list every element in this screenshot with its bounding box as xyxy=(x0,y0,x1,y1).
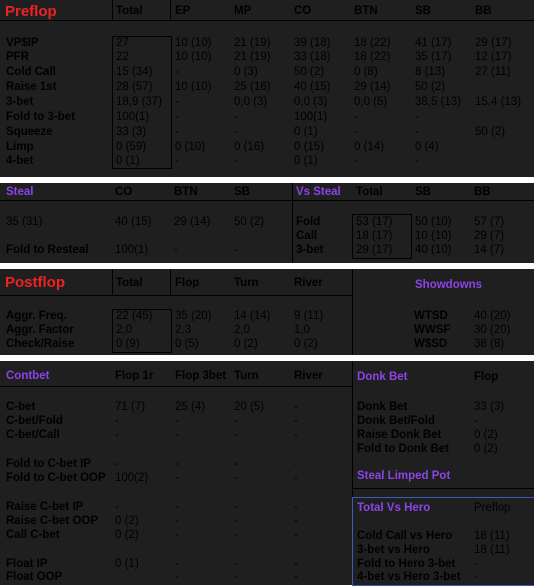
preflop-cell: 0,0 (3) xyxy=(234,96,268,108)
preflop-row-label: Squeeze xyxy=(6,126,53,138)
vs-steal-cell: 10 (10) xyxy=(415,230,452,242)
contbet-cell: - xyxy=(175,501,179,513)
preflop-title: Preflop xyxy=(5,3,57,20)
donk-row-label: Donk Bet/Fold xyxy=(357,415,435,427)
preflop-cell: 33 (18) xyxy=(294,51,331,63)
vs-steal-cell: 50 (10) xyxy=(415,216,452,228)
postflop-row-label: Aggr. Factor xyxy=(6,324,74,336)
showdowns-row-label: WTSD xyxy=(414,310,448,322)
contbet-cell: - xyxy=(234,429,238,441)
preflop-header-btn: BTN xyxy=(354,5,378,17)
vs-hero-row-label: 4-bet vs Hero 3-bet xyxy=(357,571,461,583)
preflop-cell: 29 (14) xyxy=(354,81,391,93)
contbet-cell: - xyxy=(175,458,179,470)
preflop-cell: 0,0 (5) xyxy=(354,96,388,108)
preflop-cell: 27 (11) xyxy=(475,66,511,78)
preflop-cell: - xyxy=(415,155,419,167)
vs-steal-cell: 29 (7) xyxy=(474,230,505,242)
contbet-cell: - xyxy=(294,472,298,484)
preflop-cell: 0 (1) xyxy=(116,155,140,167)
postflop-row-label: Aggr. Freq. xyxy=(6,310,67,322)
preflop-cell: - xyxy=(234,111,238,123)
preflop-cell: 100(1) xyxy=(116,111,150,123)
postflop-cell: 2,3 xyxy=(175,324,191,336)
donk-row-label: Donk Bet xyxy=(357,401,408,413)
vs-steal-row-label: 3-bet xyxy=(296,244,324,256)
preflop-row-label: 4-bet xyxy=(6,155,34,167)
contbet-cell: - xyxy=(175,571,179,583)
preflop-cell: 0 (4) xyxy=(415,141,439,153)
preflop-cell: - xyxy=(415,111,419,123)
preflop-cell: - xyxy=(175,155,179,167)
donk-cell: - xyxy=(474,415,478,427)
vs-steal-cell: 14 (7) xyxy=(474,244,505,256)
preflop-cell: 50 (2) xyxy=(294,66,325,78)
contbet-row-label: Float OOP xyxy=(6,571,63,583)
steal-cell: 100(1) xyxy=(115,244,149,256)
preflop-cell: 35 (17) xyxy=(415,51,452,63)
contbet-cell: - xyxy=(294,415,298,427)
contbet-row-label: Raise C-bet IP xyxy=(6,501,84,513)
showdowns-cell: 38 (8) xyxy=(474,338,505,350)
postflop-cell: 2,0 xyxy=(234,324,250,336)
contbet-cell: - xyxy=(234,415,238,427)
preflop-cell: - xyxy=(354,111,358,123)
donk-row-label: Raise Donk Bet xyxy=(357,429,442,441)
contbet-cell: - xyxy=(294,558,298,570)
preflop-cell: 18,9 (37) xyxy=(116,96,163,108)
postflop-cell: 14 (14) xyxy=(234,310,271,322)
preflop-header-mp: MP xyxy=(234,5,252,17)
postflop-cell: 0 (9) xyxy=(116,338,140,350)
steal-header-sb: SB xyxy=(234,186,250,198)
contbet-cell: 25 (4) xyxy=(175,401,206,413)
preflop-cell: 0 (14) xyxy=(354,141,385,153)
contbet-cell: 20 (5) xyxy=(234,401,265,413)
preflop-row-label: Fold to 3-bet xyxy=(6,111,75,123)
contbet-cell: - xyxy=(175,515,179,527)
vs-steal-title: Vs Steal xyxy=(296,186,341,198)
preflop-cell: 25 (16) xyxy=(234,81,271,93)
contbet-row-label: C-bet xyxy=(6,401,36,413)
preflop-cell: 0 (59) xyxy=(116,141,147,153)
preflop-cell: 18 (22) xyxy=(354,37,391,49)
steal-limped-pot-title: Steal Limped Pot xyxy=(357,470,451,482)
contbet-cell: 71 (7) xyxy=(115,401,146,413)
showdowns-cell: 30 (20) xyxy=(474,324,511,336)
contbet-cell: - xyxy=(234,558,238,570)
preflop-cell: 50 (2) xyxy=(415,81,446,93)
preflop-cell: 10 (10) xyxy=(175,51,212,63)
steal-header-co: CO xyxy=(115,186,133,198)
steal-cell: 40 (15) xyxy=(115,216,152,228)
contbet-cell: - xyxy=(175,558,179,570)
preflop-cell: 0 (8) xyxy=(354,66,378,78)
preflop-cell: - xyxy=(175,126,179,138)
vs-steal-cell: 57 (7) xyxy=(474,216,505,228)
contbet-cell: - xyxy=(294,515,298,527)
vs-hero-cell: - xyxy=(474,571,478,583)
showdowns-row-label: WWSF xyxy=(414,324,451,336)
postflop-header-flop: Flop xyxy=(175,277,200,289)
contbet-row-label: C-bet/Call xyxy=(6,429,60,441)
contbet-cell: - xyxy=(175,429,179,441)
preflop-cell: - xyxy=(354,155,358,167)
preflop-cell: 8 (13) xyxy=(415,66,446,78)
donk-cell: 33 (3) xyxy=(474,401,505,413)
postflop-cell: 2,0 xyxy=(116,324,132,336)
contbet-cell: - xyxy=(294,401,298,413)
contbet-cell: - xyxy=(294,429,298,441)
contbet-cell: - xyxy=(115,429,119,441)
preflop-cell: 18 (22) xyxy=(354,51,391,63)
postflop-header-turn: Turn xyxy=(234,277,259,289)
postflop-cell: 9 (11) xyxy=(294,310,324,322)
contbet-cell: - xyxy=(234,529,238,541)
showdowns-title: Showdowns xyxy=(415,279,483,291)
vs-steal-cell: 18 (17) xyxy=(356,230,393,242)
contbet-cell: - xyxy=(175,529,179,541)
preflop-header-ep: EP xyxy=(175,5,191,17)
preflop-cell: 0,0 (3) xyxy=(294,96,328,108)
contbet-cell: 0 (2) xyxy=(115,529,139,541)
contbet-cell: - xyxy=(115,415,119,427)
postflop-cell: 0 (2) xyxy=(294,338,318,350)
preflop-cell: - xyxy=(175,96,179,108)
preflop-cell: 15,4 (13) xyxy=(475,96,522,108)
preflop-cell: 40 (15) xyxy=(294,81,331,93)
contbet-row-label: Fold to C-bet OOP xyxy=(6,472,106,484)
steal-cell: 50 (2) xyxy=(234,216,265,228)
preflop-cell: 22 xyxy=(116,51,129,63)
vs-steal-header-total: Total xyxy=(356,186,383,198)
contbet-header-river: River xyxy=(294,370,323,382)
preflop-cell: - xyxy=(175,66,179,78)
vs-hero-cell: - xyxy=(474,558,478,570)
preflop-header-co: CO xyxy=(294,5,312,17)
preflop-row-label: PFR xyxy=(6,51,29,63)
postflop-title: Postflop xyxy=(5,274,65,291)
preflop-row-label: Limp xyxy=(6,141,34,153)
preflop-header-bb: BB xyxy=(475,5,492,17)
vs-hero-row-label: Fold to Hero 3-bet xyxy=(357,558,456,570)
preflop-cell: 15 (34) xyxy=(116,66,153,78)
preflop-cell: 0 (15) xyxy=(294,141,325,153)
preflop-cell: - xyxy=(354,126,358,138)
preflop-row-label: Cold Call xyxy=(6,66,56,78)
preflop-cell: 12 (17) xyxy=(475,51,512,63)
postflop-cell: 35 (20) xyxy=(175,310,212,322)
donk-bet-header-flop: Flop xyxy=(474,371,499,383)
contbet-cell: - xyxy=(234,501,238,513)
preflop-cell: 29 (17) xyxy=(475,37,512,49)
postflop-header-total: Total xyxy=(116,277,143,289)
preflop-cell: - xyxy=(234,126,238,138)
steal-cell: - xyxy=(234,244,238,256)
postflop-cell: 1,0 xyxy=(294,324,310,336)
contbet-cell: - xyxy=(234,472,238,484)
vs-steal-cell: 40 (10) xyxy=(415,244,452,256)
contbet-row-label: Fold to C-bet IP xyxy=(6,458,91,470)
contbet-title: Contbet xyxy=(6,370,50,382)
contbet-cell: - xyxy=(115,458,119,470)
contbet-cell: - xyxy=(234,571,238,583)
contbet-cell: - xyxy=(115,501,119,513)
contbet-cell: - xyxy=(294,501,298,513)
postflop-header-river: River xyxy=(294,277,323,289)
preflop-cell: 0 (1) xyxy=(294,126,318,138)
vs-hero-cell: 18 (11) xyxy=(474,530,510,542)
showdowns-row-label: W$SD xyxy=(414,338,448,350)
preflop-cell: 0 (16) xyxy=(234,141,265,153)
postflop-cell: 22 (45) xyxy=(116,310,153,322)
vs-hero-cell: 18 (11) xyxy=(474,544,510,556)
preflop-cell: 100(1) xyxy=(294,111,328,123)
vs-hero-header-preflop: Preflop xyxy=(474,502,511,514)
preflop-row-label: 3-bet xyxy=(6,96,34,108)
steal-header-btn: BTN xyxy=(174,186,198,198)
contbet-cell: - xyxy=(175,415,179,427)
preflop-cell: 41 (17) xyxy=(415,37,452,49)
preflop-cell: 28 (57) xyxy=(116,81,153,93)
donk-row-label: Fold to Donk Bet xyxy=(357,443,449,455)
contbet-cell: - xyxy=(294,458,298,470)
preflop-cell: 0 (1) xyxy=(294,155,318,167)
preflop-cell: 10 (10) xyxy=(175,81,212,93)
steal-cell: 29 (14) xyxy=(174,216,211,228)
preflop-cell: 21 (19) xyxy=(234,37,271,49)
preflop-cell: 33 (3) xyxy=(116,126,147,138)
preflop-cell: - xyxy=(175,111,179,123)
preflop-cell: 0 (10) xyxy=(175,141,206,153)
contbet-header-flop-1r: Flop 1r xyxy=(115,370,154,382)
steal-row-label: Fold to Resteal xyxy=(6,244,89,256)
contbet-cell: - xyxy=(234,515,238,527)
preflop-cell: 0 (3) xyxy=(234,66,258,78)
preflop-cell: 27 xyxy=(116,37,129,49)
preflop-cell: 38,5 (13) xyxy=(415,96,462,108)
postflop-row-label: Check/Raise xyxy=(6,338,75,350)
contbet-cell: - xyxy=(234,458,238,470)
contbet-cell: 100(2) xyxy=(115,472,149,484)
preflop-cell: - xyxy=(234,155,238,167)
preflop-header-total: Total xyxy=(116,5,143,17)
contbet-cell: 0 (2) xyxy=(115,515,139,527)
preflop-cell: - xyxy=(415,126,419,138)
steal-cell: - xyxy=(174,244,178,256)
contbet-cell: 0 (1) xyxy=(115,558,139,570)
contbet-row-label: Float IP xyxy=(6,558,48,570)
contbet-cell: - xyxy=(175,472,179,484)
vs-steal-header-bb: BB xyxy=(474,186,491,198)
steal-title: Steal xyxy=(6,186,34,198)
vs-hero-row-label: 3-bet vs Hero xyxy=(357,544,430,556)
showdowns-cell: 40 (20) xyxy=(474,310,511,322)
contbet-row-label: Raise C-bet OOP xyxy=(6,515,99,527)
contbet-row-label: C-bet/Fold xyxy=(6,415,63,427)
preflop-row-label: VP$IP xyxy=(6,37,39,49)
vs-steal-row-label: Call xyxy=(296,230,318,242)
contbet-cell: - xyxy=(294,571,298,583)
donk-cell: 0 (2) xyxy=(474,429,498,441)
vs-steal-header-sb: SB xyxy=(415,186,431,198)
preflop-header-sb: SB xyxy=(415,5,431,17)
postflop-cell: 0 (2) xyxy=(234,338,258,350)
preflop-cell: 10 (10) xyxy=(175,37,212,49)
postflop-cell: 0 (5) xyxy=(175,338,199,350)
contbet-header-flop-3bet: Flop 3bet xyxy=(175,370,227,382)
vs-steal-cell: 53 (17) xyxy=(356,216,393,228)
vs-steal-row-label: Fold xyxy=(296,216,321,228)
vs-hero-row-label: Cold Call vs Hero xyxy=(357,530,453,542)
vs-hero-title: Total Vs Hero xyxy=(357,502,431,514)
donk-cell: 0 (2) xyxy=(474,443,498,455)
preflop-row-label: Raise 1st xyxy=(6,81,57,93)
vs-steal-cell: 29 (17) xyxy=(356,244,393,256)
contbet-header-turn: Turn xyxy=(234,370,259,382)
contbet-cell: - xyxy=(294,529,298,541)
donk-bet-title: Donk Bet xyxy=(357,371,408,383)
contbet-row-label: Call C-bet xyxy=(6,529,60,541)
preflop-cell: 21 (19) xyxy=(234,51,271,63)
preflop-cell: 39 (18) xyxy=(294,37,331,49)
steal-total-value: 35 (31) xyxy=(6,216,43,228)
preflop-cell: 50 (2) xyxy=(475,126,506,138)
